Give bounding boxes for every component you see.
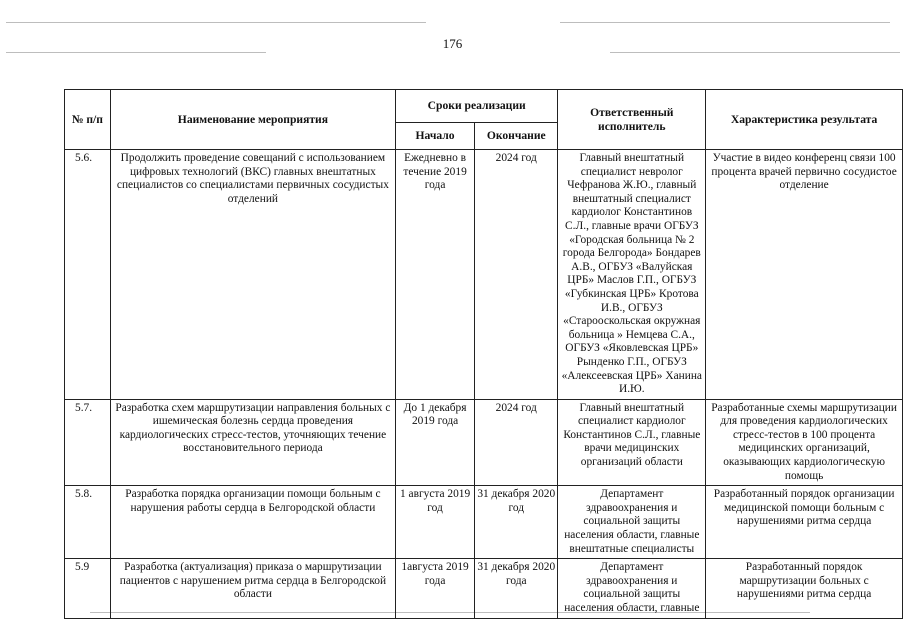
table-row — [65, 486, 903, 559]
header-start: Начало — [396, 123, 475, 150]
row-name: Разработка порядка организации помощи больным с нарушения работы сердца в Белгородской области — [110, 486, 395, 559]
table-header-row — [65, 90, 903, 123]
table-row — [65, 559, 903, 618]
row-name: Разработка схем маршрутизации направления больных с ишемическая болезнь сердца проведения кардиологических стресс-тестов, уточняющих течение восстановительного периода — [110, 399, 395, 486]
header-number: № п/п — [65, 90, 111, 150]
scan-artifact-line — [610, 52, 900, 53]
row-name: Разработка (актуализация) приказа о маршрутизации пациентов с нарушением ритма сердца в Белгородской области — [110, 559, 395, 618]
header-responsible: Ответственный исполнитель — [558, 90, 706, 150]
header-name: Наименование мероприятия — [110, 90, 395, 150]
row-start: 1августа 2019 года — [396, 559, 475, 618]
row-responsible: Главный внештатный специалист невролог Чефранова Ж.Ю., главный внештатный специалист кардиолог Константинов С.Л., главные врачи ОГБУЗ «Городская больница № 2 города Белгорода» Бондарев А.В., ОГБУЗ «Валуйская ЦРБ» Маслов Г.П., ОГБУЗ «Губкинская ЦРБ» Кротова И.В., ОГБУЗ «Старооскольская окружная больница » Немцева С.А., ОГБУЗ «Яковлевская ЦРБ» Рынденко Г.П., ОГБУЗ «Алексеевская ЦРБ» Ханина И.Ю. — [558, 150, 706, 400]
row-responsible: Департамент здравоохранения и социальной защиты населения области, главные — [558, 559, 706, 618]
row-start: 1 августа 2019 год — [396, 486, 475, 559]
row-name: Продолжить проведение совещаний с использованием цифровых технологий (ВКС) главных внештатных специалистов со специалистами первичных сосудистых отделений — [110, 150, 395, 400]
row-result: Разработанные схемы маршрутизации для проведения кардиологических стресс-тестов в 100 процента медицинских организаций, оказывающих кардиологическую помощь — [706, 399, 903, 486]
row-result: Участие в видео конференц связи 100 процента врачей первично сосудистое отделение — [706, 150, 903, 400]
row-end: 2024 год — [475, 399, 558, 486]
scan-artifact-line — [6, 52, 266, 53]
table-row — [65, 150, 903, 400]
header-period: Сроки реализации — [396, 90, 558, 123]
row-number: 5.9 — [65, 559, 111, 618]
header-result: Характеристика результата — [706, 90, 903, 150]
row-start: До 1 декабря 2019 года — [396, 399, 475, 486]
row-responsible: Главный внештатный специалист кардиолог Константинов С.Л., главные врачи медицинских организаций области — [558, 399, 706, 486]
page-number: 176 — [442, 36, 463, 51]
row-result: Разработанный порядок маршрутизации больных с нарушениями ритма сердца — [706, 559, 903, 618]
scan-artifact-line — [560, 22, 890, 23]
row-end: 31 декабря 2020 года — [475, 559, 558, 618]
scan-artifact-line — [6, 22, 426, 23]
table-row — [65, 399, 903, 486]
activities-table — [64, 89, 903, 619]
row-start: Ежедневно в течение 2019 года — [396, 150, 475, 400]
row-number: 5.6. — [65, 150, 111, 400]
row-number: 5.8. — [65, 486, 111, 559]
row-responsible: Департамент здравоохранения и социальной защиты населения области, главные внештатные специалисты — [558, 486, 706, 559]
row-result: Разработанный порядок организации медицинской помощи больным с нарушениями ритма сердца — [706, 486, 903, 559]
row-number: 5.7. — [65, 399, 111, 486]
row-end: 31 декабря 2020 год — [475, 486, 558, 559]
header-end: Окончание — [475, 123, 558, 150]
row-end: 2024 год — [475, 150, 558, 400]
